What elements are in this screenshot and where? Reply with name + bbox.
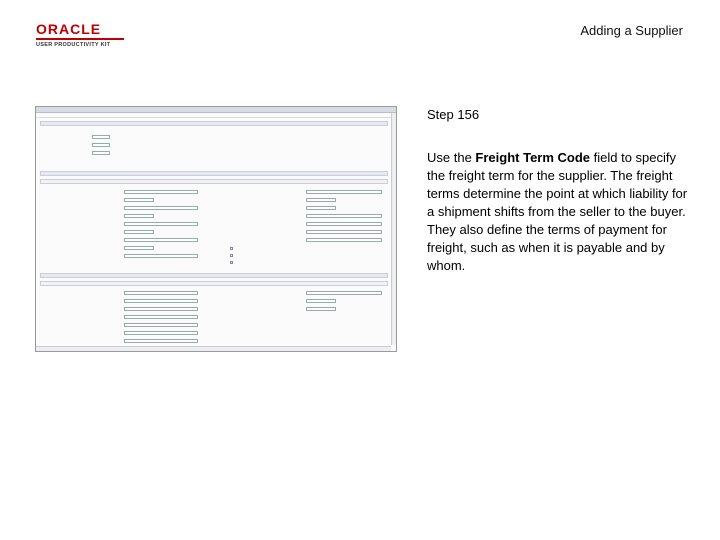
screenshot-section-header	[40, 121, 388, 126]
screenshot-subheader	[36, 113, 396, 118]
screenshot-field	[124, 238, 198, 242]
oracle-upk-logo	[36, 22, 128, 49]
logo-subtitle: USER PRODUCTIVITY KIT	[36, 42, 111, 48]
screenshot-field	[124, 206, 198, 210]
screenshot-field	[124, 254, 198, 258]
screenshot-field	[92, 135, 110, 139]
screenshot-field	[124, 246, 154, 250]
screenshot-field	[306, 190, 382, 194]
screenshot-checkbox	[230, 261, 233, 264]
screenshot-field	[124, 230, 154, 234]
logo-wordmark: ORACLE	[36, 21, 102, 37]
step-description	[427, 149, 689, 275]
screenshot-field	[124, 291, 198, 295]
app-screenshot	[35, 106, 397, 352]
logo-bar	[36, 38, 124, 40]
screenshot-section-header	[40, 273, 388, 278]
screenshot-field	[306, 214, 382, 218]
freight-term-code-field	[124, 214, 154, 218]
screenshot-field	[124, 315, 198, 319]
screenshot-section-header	[40, 281, 388, 286]
screenshot-field	[124, 331, 198, 335]
screenshot-field	[306, 222, 382, 226]
screenshot-section-header	[40, 179, 388, 184]
screenshot-field	[92, 143, 110, 147]
screenshot-field	[124, 190, 198, 194]
screenshot-section-header	[40, 171, 388, 176]
step-desc-after: field to specify the freight term for the supplier. The freight terms determine the point at which liability for a shipment shifts from the seller to the buyer. They also define the terms of payment for freight, such as when it is payable and by whom.	[427, 150, 688, 273]
screenshot-field	[124, 222, 198, 226]
step-desc-field-name: Freight Term Code	[475, 150, 591, 165]
screenshot-field	[306, 206, 336, 210]
screenshot-field	[306, 307, 336, 311]
screenshot-field	[92, 151, 110, 155]
screenshot-vertical-scrollbar	[391, 113, 396, 345]
screenshot-horizontal-scrollbar	[36, 346, 391, 351]
screenshot-field	[124, 323, 198, 327]
screenshot-field	[124, 339, 198, 343]
screenshot-field	[306, 238, 382, 242]
screenshot-field	[306, 198, 336, 202]
screenshot-field	[124, 307, 198, 311]
screenshot-field	[306, 299, 336, 303]
screenshot-checkbox	[230, 247, 233, 250]
screenshot-field	[124, 299, 198, 303]
step-title: Step 156	[427, 107, 480, 122]
screenshot-field	[306, 291, 382, 295]
page-title: Adding a Supplier	[580, 23, 683, 38]
step-desc-before: Use the	[427, 150, 476, 165]
screenshot-field	[306, 230, 382, 234]
screenshot-field	[124, 198, 154, 202]
screenshot-checkbox	[230, 254, 233, 257]
